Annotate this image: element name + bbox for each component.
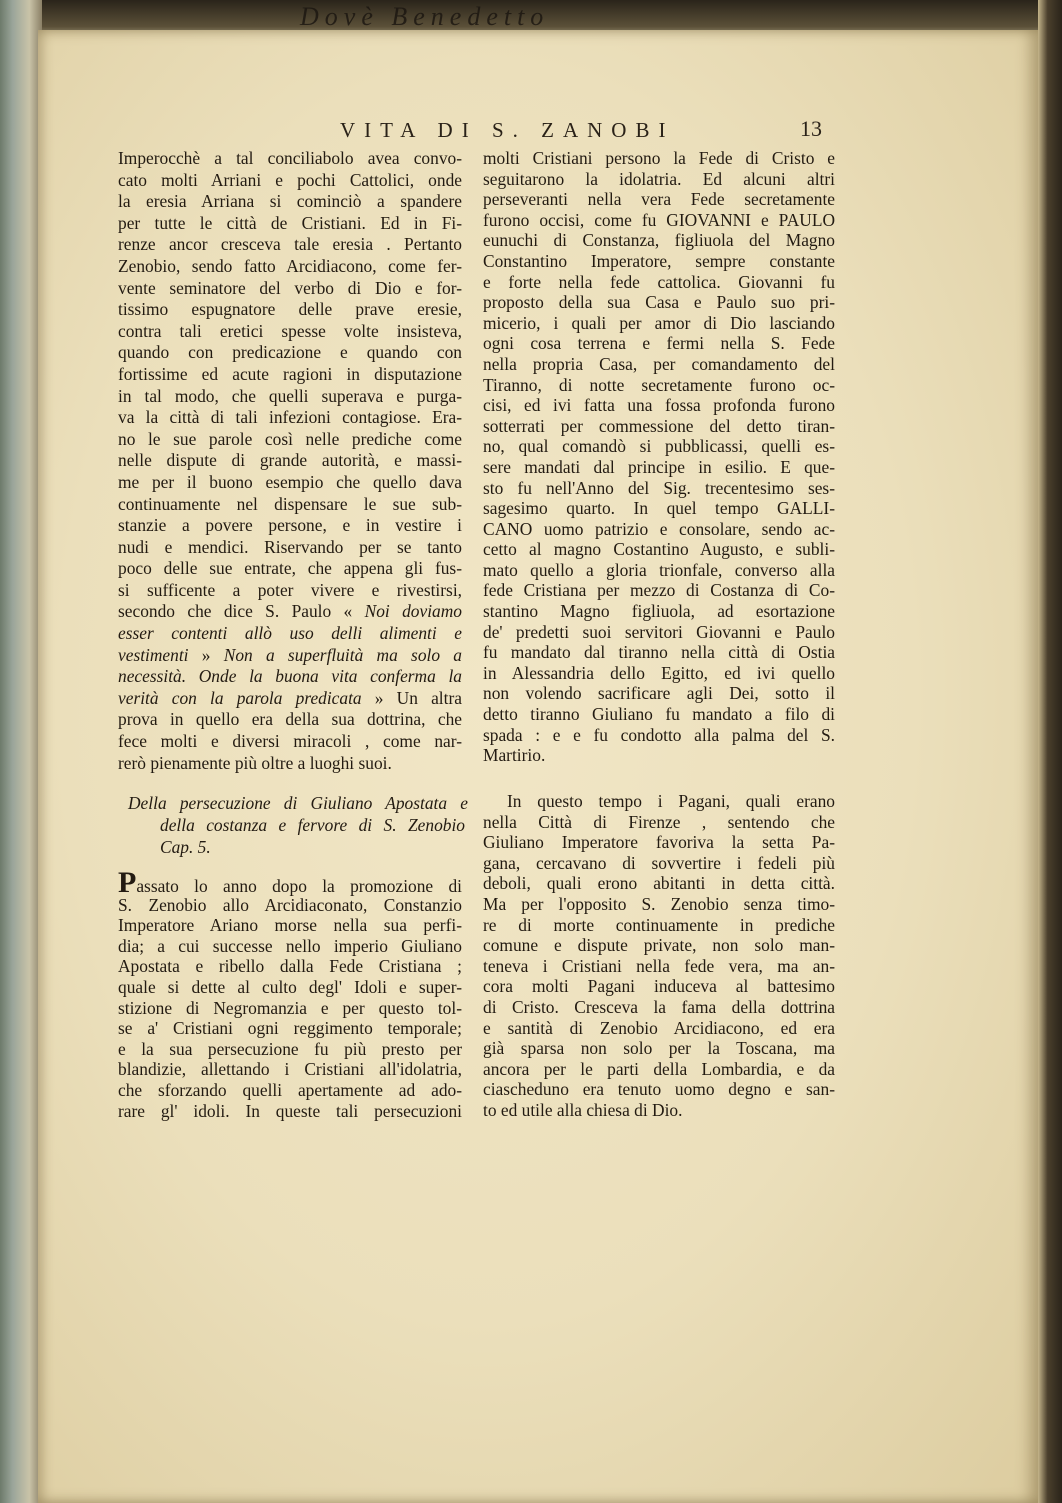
text-segment: prova in quello era della sua dottrina, che [118, 709, 462, 730]
text-segment: blandizie, allettando i Cristiani all'idolatria, [118, 1059, 462, 1080]
text-segment: no le sue parole così nelle prediche come [118, 428, 462, 449]
text-line: de' predetti suoi servitori Giovanni e Paulo [483, 621, 835, 642]
text-line [118, 1080, 462, 1101]
text-line [118, 364, 462, 386]
text-segment: Apostata e ribello dalla Fede Cristiana ; [118, 956, 462, 977]
text-line: Constantino Imperatore, sempre constante [483, 250, 835, 271]
text-line: sagesimo quarto. In quel tempo GALLI- [483, 498, 835, 519]
text-segment: vente seminatore del verbo di Dio e for- [118, 277, 462, 298]
text-line: CANO uomo patrizio e consolare, sendo ac- [483, 518, 835, 539]
text-line: cetto al magno Costantino Augusto, e subli- [483, 539, 835, 560]
text-segment: la eresia Arriana si cominciò a spandere [118, 191, 462, 212]
text-line: cora molti Pagani induceva al battesimo [483, 976, 835, 997]
text-line [118, 936, 462, 957]
text-segment: nudi e mendici. Riservando per se tanto [118, 536, 462, 557]
text-segment: se a' Cristiani ogni reggimento temporale; [118, 1018, 462, 1039]
text-line [118, 386, 462, 408]
text-segment: stanzie a povere persone, e in vestire i [118, 515, 462, 536]
text-segment: che sforzando quelli apertamente ad ado- [118, 1079, 462, 1100]
text-line [118, 407, 462, 429]
text-segment: e la sua persecuzione fu più presto per [118, 1038, 462, 1059]
text-line: e santità di Zenobio Arcidiacono, ed era [483, 1017, 835, 1038]
text-line: comune e dispute private, non solo man- [483, 935, 835, 956]
text-line: sto fu nell'Anno del Sig. trecentesimo ses- [483, 477, 835, 498]
text-line: non volendo sacrificare agli Dei, sotto il [483, 683, 835, 704]
chapter-heading-line: Cap. 5. [160, 837, 211, 857]
text-segment: verità con la parola predicata [118, 687, 362, 708]
text-line [118, 429, 462, 451]
left-column-paragraph-2 [118, 866, 462, 1121]
text-line [118, 234, 462, 256]
text-line [118, 472, 462, 494]
text-line: nella propria Casa, per comandamento del [483, 353, 835, 374]
text-segment: tissimo espugnatore delle prave eresie, [118, 299, 462, 320]
text-segment: per tutte le città de Cristiani. Ed in Fi- [118, 212, 462, 233]
text-line [118, 450, 462, 472]
text-line [118, 666, 462, 688]
text-line: ogni cosa terrena e fermi nella S. Fede [483, 333, 835, 354]
text-line: eunuchi di Constanza, figliuola del Magno [483, 230, 835, 251]
text-line: proposto della sua Casa e Paulo suo pri- [483, 292, 835, 313]
text-line [118, 299, 462, 321]
text-segment: fortissime ed acute ragioni in disputazione [118, 363, 462, 384]
text-line [118, 191, 462, 213]
text-segment: contra tali eretici spesse volte insisteva, [118, 320, 462, 341]
text-line [118, 515, 462, 537]
text-line: to ed utile alla chiesa di Dio. [483, 1099, 683, 1120]
text-line: ancora per le parti della Lombardia, e da [483, 1058, 835, 1079]
text-segment: esser contenti allò uso delli alimenti e [118, 623, 462, 644]
text-segment: Non a superfluità ma solo a [223, 644, 463, 665]
text-line [118, 956, 462, 977]
text-line: Tiranno, di notte secretamente furono oc- [483, 374, 835, 395]
text-segment: » Un altra [361, 687, 462, 708]
text-line: seguitarono la idolatria. Ed alcuni altri [483, 168, 835, 189]
text-line: sere mandati dal principe in esilio. E que- [483, 456, 835, 477]
text-line [118, 645, 462, 667]
text-segment: assato lo anno dopo la promozione di [136, 876, 462, 896]
text-line [118, 558, 462, 580]
text-segment: rare gl' idoli. In queste tali persecuzioni [118, 1100, 462, 1121]
text-segment: quando con predicazione e quando con [118, 342, 462, 363]
text-line [118, 866, 462, 899]
text-segment: Zenobio, sendo fatto Arcidiacono, come fer- [118, 255, 462, 276]
text-line: deboli, quali erono abitanti in detta città. [483, 873, 835, 894]
text-segment: » [188, 644, 224, 665]
text-line: micerio, i quali per amor di Dio lasciando [483, 312, 835, 333]
text-line: mato quello a gloria trionfale, converso alla [483, 559, 835, 580]
text-line [118, 494, 462, 516]
text-line [118, 537, 462, 559]
text-line: nella Città di Firenze , sentendo che [483, 811, 835, 832]
drop-cap: P [118, 866, 137, 899]
text-segment: Imperocchè a tal conciliabolo avea convo- [118, 148, 462, 168]
text-line: Martirio. [483, 745, 546, 766]
text-segment: Imperatore Ariano morse nella sua perfi- [118, 915, 462, 936]
text-line: fu mandato dal tiranno nella città di Ostia [483, 642, 835, 663]
text-line: In questo tempo i Pagani, quali erano [507, 791, 835, 811]
text-line [118, 977, 462, 998]
text-line [118, 688, 462, 710]
text-segment: renze ancor cresceva tale eresia . Pertanto [118, 234, 462, 255]
previous-page-edge [0, 0, 42, 1503]
text-line: sotterrati per commessione del detto tiran- [483, 415, 835, 436]
text-line [118, 213, 462, 235]
chapter-heading-line: della costanza e fervore di S. Zenobio [160, 815, 465, 835]
chapter-heading [128, 792, 468, 858]
text-segment: rerò pienamente più oltre a luoghi suoi. [118, 752, 392, 773]
text-line: già sparsa non solo per la Toscana, ma [483, 1038, 835, 1059]
text-line [118, 342, 462, 364]
text-line [118, 278, 462, 300]
text-segment: quale si dette al culto degl' Idoli e super- [118, 976, 462, 997]
text-line: teneva i Cristiani nella fede vera, ma an- [483, 955, 835, 976]
text-segment: Noi doviamo [364, 601, 462, 622]
text-segment: poco delle sue entrate, che appena gli fus- [118, 558, 462, 579]
left-column-paragraph-1 [118, 148, 462, 774]
text-segment: stizione di Negromanzia e per questo tol- [118, 997, 462, 1018]
text-line: spada : e e fu condotto alla palma del S. [483, 724, 835, 745]
text-line: Ma per l'opposito S. Zenobio senza timo- [483, 893, 835, 914]
right-column-paragraph-2 [483, 791, 835, 1121]
text-line: di Cristo. Cresceva la fama della dottrina [483, 996, 835, 1017]
text-line [118, 731, 462, 753]
text-line [118, 1018, 462, 1039]
text-segment: in tal modo, che quelli superava e purga- [118, 385, 462, 406]
text-line: re di morte continuamente in prediche [483, 914, 835, 935]
text-segment: cato molti Arriani e pochi Cattolici, onde [118, 169, 462, 190]
text-line [118, 256, 462, 278]
text-line [118, 580, 462, 602]
text-line: no, qual comandò si pubblicassi, quelli es- [483, 436, 835, 457]
text-line [118, 623, 462, 645]
text-line [118, 709, 462, 731]
running-head: VITA DI S. ZANOBI [340, 118, 675, 142]
text-segment: continuamente nel dispensare le sue sub- [118, 493, 462, 514]
text-line [118, 753, 462, 775]
text-segment: me per il buono esempio che quello dava [118, 471, 462, 492]
text-segment: S. Zenobio allo Arcidiaconato, Constanzio [118, 894, 462, 915]
text-line: detto tiranno Giuliano fu mandato a filo di [483, 704, 835, 725]
text-segment: si sufficente a poter vivere e rivestirsi, [118, 579, 462, 600]
text-segment: vestimenti [118, 644, 189, 665]
text-line [118, 148, 462, 170]
text-line: perseveranti nella vera Fede secretamente [483, 189, 835, 210]
text-line [118, 321, 462, 343]
text-segment: dia; a cui successe nello imperio Giuliano [118, 935, 462, 956]
right-column-paragraph-1 [483, 148, 835, 766]
text-segment: secondo che dice S. Paulo « [118, 601, 365, 622]
text-line: e forte nella fede cattolica. Giovanni fu [483, 271, 835, 292]
text-line: fede Cristiana per mezzo di Costanza di Co- [483, 580, 835, 601]
chapter-heading-line: Della persecuzione di Giuliano Apostata e [128, 793, 468, 813]
text-line [118, 170, 462, 192]
text-line [118, 601, 462, 623]
text-line [118, 1101, 462, 1122]
text-line: furono occisi, come fu GIOVANNI e PAULO [483, 209, 835, 230]
text-segment: nelle dispute di grande autorità, e massi- [118, 450, 462, 471]
text-line: cisi, ed ivi fatta una fossa profonda furono [483, 395, 835, 416]
binding-edge [1038, 0, 1062, 1503]
text-segment: va la città di tali infezioni contagiose. Era- [118, 407, 462, 428]
text-line [118, 1059, 462, 1080]
text-line: molti Cristiani persono la Fede di Cristo e [483, 148, 835, 168]
text-line: gana, cercavano di sovvertire i fedeli più [483, 852, 835, 873]
text-line: in Alessandria dello Egitto, ed ivi quello [483, 662, 835, 683]
text-line [118, 915, 462, 936]
text-segment: fece molti e diversi miracoli , come nar- [118, 731, 462, 752]
text-line [118, 895, 462, 916]
page-number: 13 [800, 116, 822, 141]
text-line [118, 1039, 462, 1060]
text-line [118, 998, 462, 1019]
text-line: Giuliano Imperatore favoriva la setta Pa- [483, 832, 835, 853]
text-segment: necessità. Onde la buona vita conferma la [118, 666, 462, 687]
handwritten-inscription: Dovè Benedetto [300, 2, 550, 31]
text-line: stantino Magno figliuola, ad esortazione [483, 601, 835, 622]
text-line: ciascheduno era tenuto uomo degno e san- [483, 1079, 835, 1100]
